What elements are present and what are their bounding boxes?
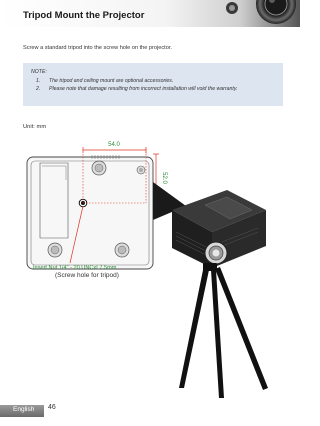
depth-dimension-label: 52.0	[161, 172, 167, 184]
footer	[0, 401, 300, 426]
note-box	[23, 63, 283, 106]
intro-text: Screw a standard tripod into the screw hole on the projector.	[23, 45, 172, 51]
projector-icon	[172, 190, 266, 268]
note-number: 2.	[36, 86, 41, 92]
note-list	[31, 77, 275, 93]
note-text: Please note that damage resulting from incorrect installation will void the warranty.	[49, 86, 238, 92]
figure-svg	[0, 130, 300, 400]
note-item	[31, 77, 275, 85]
note-number: 1.	[36, 78, 41, 84]
projector-bottom-view	[27, 142, 167, 271]
page-number: 46	[48, 404, 56, 411]
footer-language: English	[13, 406, 35, 413]
figure-caption: (Screw hole for tripod)	[55, 272, 119, 279]
screw-spec-label: Insert Nut 1/4" - 20 UNCxL7.5mm	[33, 265, 117, 271]
note-item	[31, 85, 275, 93]
note-text: The tripod and ceiling mount are optional accessories.	[49, 78, 174, 84]
width-dimension-label: 54.0	[108, 142, 120, 148]
page-title: Tripod Mount the Projector	[23, 10, 145, 21]
note-label: NOTE:	[31, 69, 47, 75]
tripod-mount-figure	[0, 130, 300, 400]
tripod-icon	[179, 263, 268, 398]
unit-label: Unit: mm	[23, 124, 47, 130]
